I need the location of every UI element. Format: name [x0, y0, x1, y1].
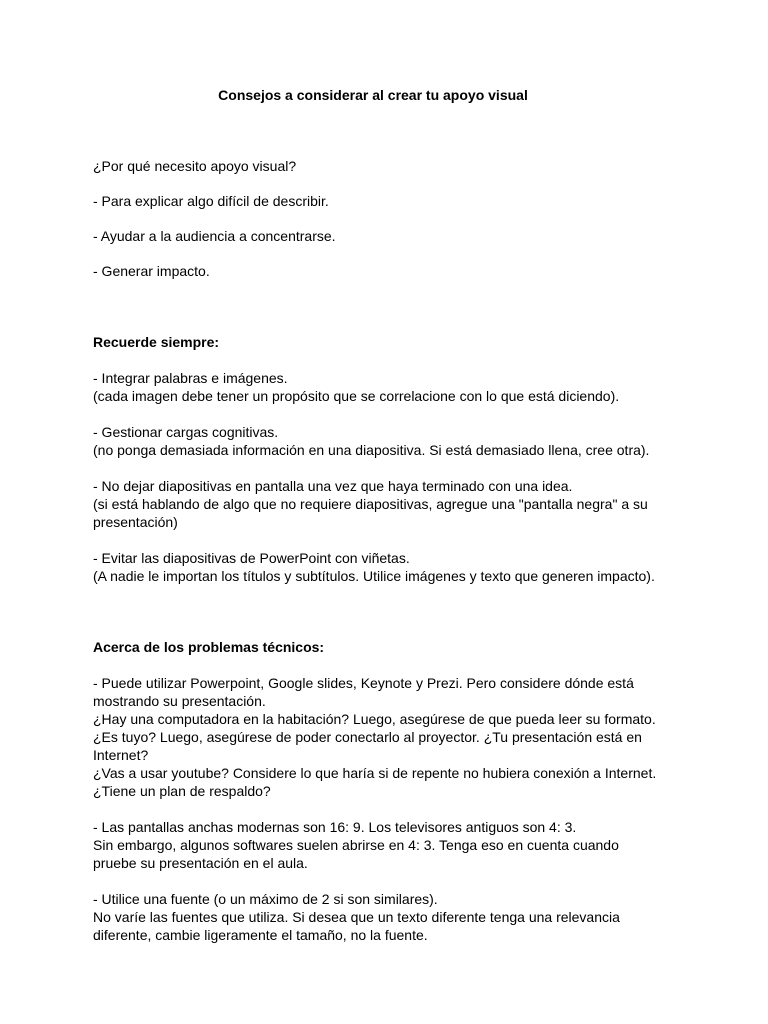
tip-line: - Evitar las diapositivas de PowerPoint con viñetas.	[93, 550, 410, 566]
tech-line: No varíe las fuentes que utiliza. Si desea que un texto diferente tenga una relevancia	[93, 909, 620, 925]
reason-item: - Para explicar algo difícil de describir.	[93, 193, 329, 209]
tip-note: (cada imagen debe tener un propósito que se correlacione con lo que está diciendo).	[93, 388, 620, 404]
tip-line: - Gestionar cargas cognitivas.	[93, 424, 279, 440]
tech-line: ¿Tiene un plan de respaldo?	[93, 783, 271, 799]
tip-line: - No dejar diapositivas en pantalla una vez que haya terminado con una idea.	[93, 478, 573, 494]
tech-line: - Las pantallas anchas modernas son 16: 9. Los televisores antiguos son 4: 3.	[93, 819, 577, 835]
tech-line: mostrando su presentación.	[93, 693, 266, 709]
tech-line: - Puede utilizar Powerpoint, Google slides, Keynote y Prezi. Pero considere dónde está	[93, 675, 634, 691]
section-heading-problemas: Acerca de los problemas técnicos:	[93, 639, 325, 655]
reason-item: - Generar impacto.	[93, 263, 210, 279]
tech-line: pruebe su presentación en el aula.	[93, 855, 308, 871]
tip-note: presentación)	[93, 514, 178, 530]
tech-line: ¿Hay una computadora en la habitación? Luego, asegúrese de que pueda leer su formato.	[93, 711, 656, 727]
tech-line: Sin embargo, algunos softwares suelen abrirse en 4: 3. Tenga eso en cuenta cuando	[93, 837, 619, 853]
tip-note: (A nadie le importan los títulos y subtítulos. Utilice imágenes y texto que generen impacto).	[93, 568, 655, 584]
tech-line: - Utilice una fuente (o un máximo de 2 si son similares).	[93, 891, 438, 907]
tech-line: diferente, cambie ligeramente el tamaño, no la fuente.	[93, 927, 428, 943]
document-title: Consejos a considerar al crear tu apoyo visual	[218, 87, 528, 103]
tip-note: (si está hablando de algo que no requiere diapositivas, agregue una "pantalla negra" a su	[93, 496, 648, 512]
tech-line: ¿Vas a usar youtube? Considere lo que haría si de repente no hubiera conexión a Internet.	[93, 765, 657, 781]
tech-line: Internet?	[93, 747, 149, 763]
section-heading-recuerde: Recuerde siempre:	[93, 334, 220, 350]
question-line: ¿Por qué necesito apoyo visual?	[93, 158, 297, 174]
tip-line: - Integrar palabras e imágenes.	[93, 370, 288, 386]
tech-line: ¿Es tuyo? Luego, asegúrese de poder conectarlo al proyector. ¿Tu presentación está en	[93, 729, 642, 745]
document-page	[93, 86, 693, 944]
reason-item: - Ayudar a la audiencia a concentrarse.	[93, 228, 336, 244]
tip-note: (no ponga demasiada información en una diapositiva. Si está demasiado llena, cree otra).	[93, 442, 650, 458]
